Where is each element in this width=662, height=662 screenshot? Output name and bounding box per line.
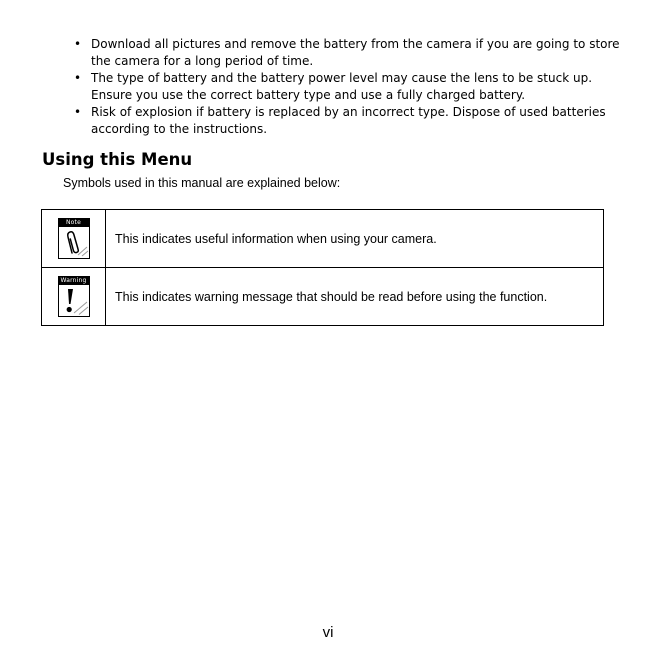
section-intro: Symbols used in this manual are explained below: <box>63 176 341 190</box>
paperclip-glyph <box>59 227 89 258</box>
table-description-cell: This indicates warning message that should be read before using the function. <box>106 268 604 326</box>
note-icon-label: Note <box>59 219 89 227</box>
table-row <box>42 210 604 268</box>
symbols-table <box>41 209 604 326</box>
bullet-icon: • <box>74 105 82 119</box>
list-item-text: Download all pictures and remove the battery from the camera if you are going to store the camera for a long period of time. <box>91 37 620 68</box>
list-item <box>0 70 625 103</box>
warning-exclamation-icon <box>58 276 90 317</box>
list-item <box>0 36 625 69</box>
warning-icon-label: Warning <box>60 277 87 284</box>
bullet-icon: • <box>74 37 82 51</box>
note-paperclip-icon <box>58 218 90 259</box>
list-item-text: The type of battery and the battery power level may cause the lens to be stuck up. Ensure you use the correct battery type and use a fully charged battery. <box>91 71 593 102</box>
battery-notes-list <box>0 36 662 138</box>
list-item <box>0 104 625 137</box>
list-item-text: Risk of explosion if battery is replaced by an incorrect type. Dispose of used batteries according to the instructions. <box>91 105 606 136</box>
bullet-icon: • <box>74 71 82 85</box>
table-description-cell: This indicates useful information when using your camera. <box>106 210 604 268</box>
table-row <box>42 268 604 326</box>
section-heading: Using this Menu <box>42 150 193 169</box>
table-icon-cell <box>42 210 106 268</box>
exclamation-glyph <box>59 285 89 316</box>
page-number: vi <box>322 624 334 641</box>
table-icon-cell <box>42 268 106 326</box>
